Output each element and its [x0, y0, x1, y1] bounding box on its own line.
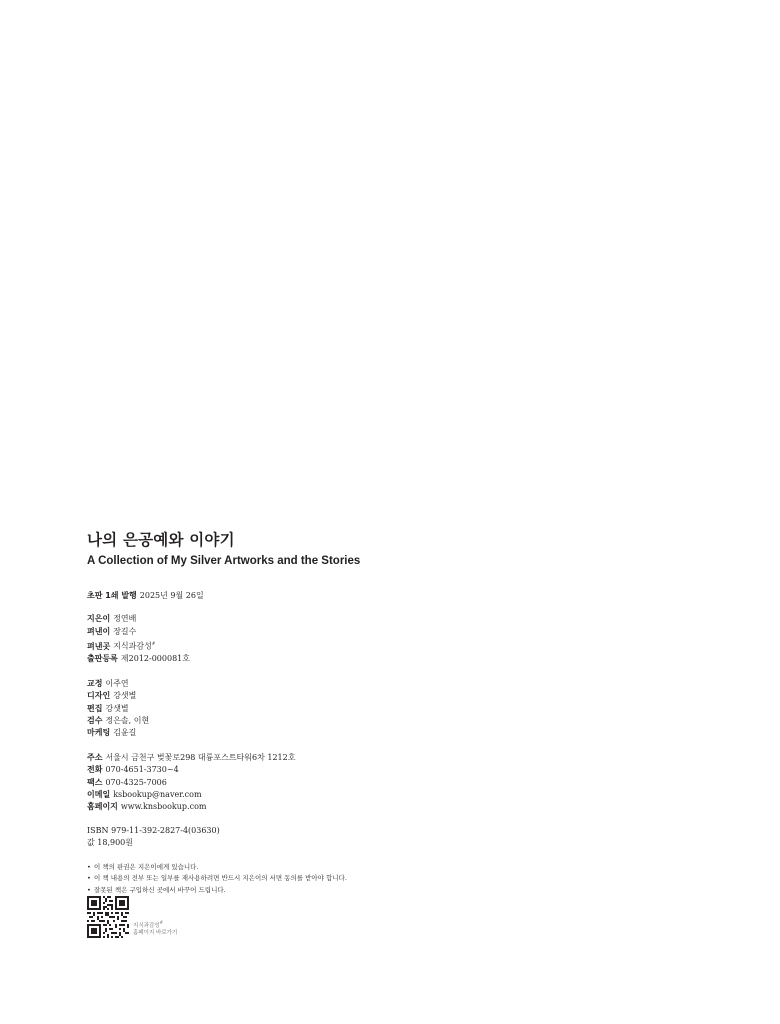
contact-row-phone: [87, 764, 727, 776]
staff-row-design: [87, 690, 727, 702]
edition-date: 2025년 9월 26일: [139, 591, 204, 600]
staff-value: 정은솔, 이현: [105, 715, 150, 725]
isbn-info: [87, 825, 727, 850]
contact-row-email: [87, 789, 727, 801]
contact-label: 이메일: [87, 789, 111, 799]
credit-row-author: [87, 613, 727, 625]
notice-item: [87, 873, 727, 885]
notice-text: 이 책 내용의 전부 또는 일부를 재사용하려면 반드시 지은이의 서면 동의를 받아야 합니다.: [94, 874, 347, 883]
staff-value: 김윤길: [113, 728, 137, 738]
contact-value: 서울시 금천구 벚꽃로298 대륭포스트타워6차 1212호: [105, 752, 296, 762]
qr-block: [87, 896, 177, 938]
contact-label: 홈페이지: [87, 802, 118, 812]
notice-text: 이 책의 판권은 지은이에게 있습니다.: [94, 862, 199, 871]
staff-label: 편집: [87, 703, 103, 713]
notice-item: [87, 862, 727, 874]
contact-value: www.knsbookup.com: [120, 802, 207, 812]
staff-row-marketing: [87, 727, 727, 739]
notice-item: [87, 885, 727, 897]
edition-info: [87, 590, 727, 602]
staff-value: 강샛별: [113, 691, 137, 701]
staff-label: 교정: [87, 678, 103, 688]
contact-value: 070-4325-7006: [105, 777, 167, 787]
credit-label: 펴낸곳: [87, 641, 111, 651]
contact-label: 전화: [87, 765, 103, 775]
credit-row-publisher-person: [87, 626, 727, 638]
credit-value: 제2012-000081호: [120, 654, 190, 664]
contact-row-address: [87, 752, 727, 764]
qr-caption-line1: [133, 919, 177, 930]
copyright-notices: [87, 862, 727, 897]
staff-value: 강샛별: [105, 703, 129, 713]
contact-value: ksbookup@naver.com: [113, 789, 202, 799]
colophon: [87, 530, 727, 896]
contact-row-homepage: [87, 801, 727, 813]
staff-label: 디자인: [87, 691, 111, 701]
price-line: 값 18,900원: [87, 838, 133, 848]
staff-label: 마케팅: [87, 728, 111, 738]
contact-label: 주소: [87, 752, 103, 762]
publishing-credits: [87, 613, 727, 665]
contact-value: 070-4651-3730~4: [105, 765, 179, 775]
credit-value: 지식과감성: [113, 641, 152, 651]
staff-row-editing: [87, 703, 727, 715]
credit-label: 펴낸이: [87, 626, 111, 636]
bullet-icon: •: [87, 862, 91, 871]
contact-label: 팩스: [87, 777, 103, 787]
credit-label: 지은이: [87, 614, 111, 624]
qr-caption-mark: #: [159, 920, 163, 926]
contact-info: [87, 752, 727, 814]
credit-label: 출판등록: [87, 654, 118, 664]
staff-credits: [87, 678, 727, 740]
notice-text: 잘못된 책은 구입하신 곳에서 바꾸어 드립니다.: [94, 885, 226, 894]
publisher-mark: #: [151, 641, 156, 647]
book-title-english: A Collection of My Silver Artworks and the Stories: [87, 555, 361, 567]
qr-caption: [133, 919, 177, 937]
credit-value: 장길수: [113, 626, 137, 636]
bullet-icon: •: [87, 885, 91, 894]
credit-row-publisher: [87, 638, 727, 653]
isbn-line: ISBN 979-11-392-2827-4(03630): [87, 825, 220, 835]
edition-label: 초판 1쇄 발행: [87, 591, 137, 600]
staff-label: 검수: [87, 715, 103, 725]
bullet-icon: •: [87, 874, 91, 883]
contact-row-fax: [87, 777, 727, 789]
qr-caption-publisher: 지식과감성: [133, 923, 160, 929]
book-title-korean: 나의 은공예와 이야기: [87, 531, 235, 549]
credit-row-registration: [87, 653, 727, 665]
credit-value: 정연배: [113, 614, 137, 624]
staff-row-proofreading: [87, 678, 727, 690]
edition-row: [87, 590, 727, 602]
qr-code-icon[interactable]: [87, 896, 129, 938]
staff-row-review: [87, 715, 727, 727]
qr-caption-line2: 홈페이지 바로가기: [133, 930, 178, 936]
staff-value: 이주연: [105, 678, 129, 688]
